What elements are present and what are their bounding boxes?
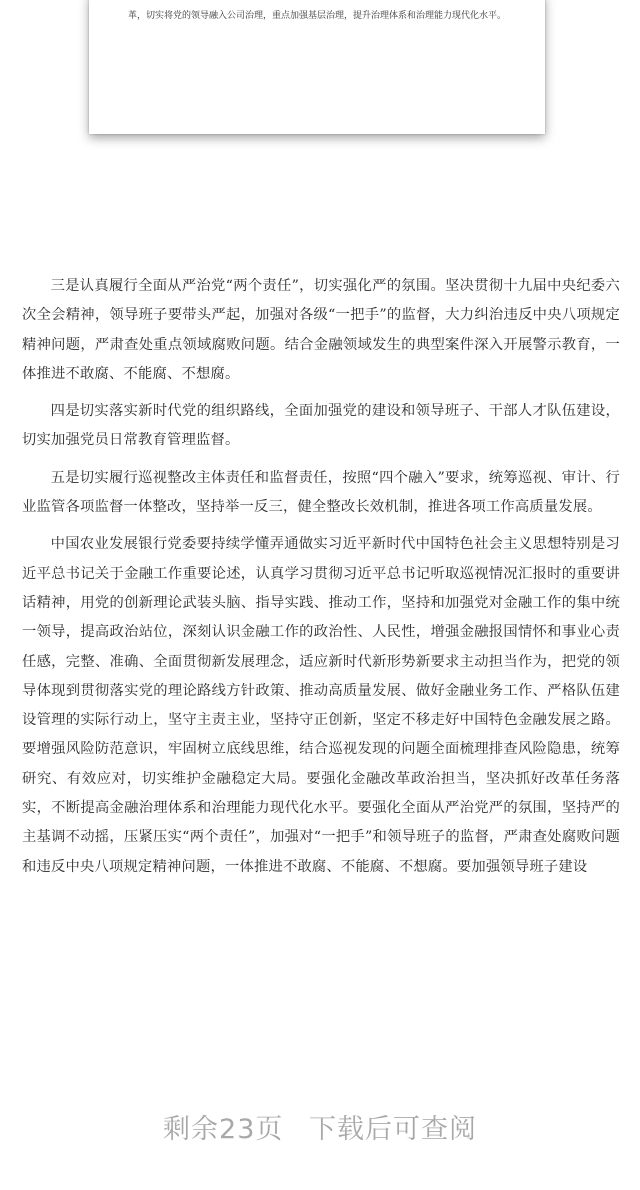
embedded-page-preview xyxy=(89,0,545,134)
document-body xyxy=(22,272,620,875)
remaining-pages-count: 剩余23页 xyxy=(163,1114,284,1145)
download-to-read-label[interactable]: 下载后可查阅 xyxy=(308,1114,477,1145)
paragraph-4: 四是切实落实新时代党的组织路线，全面加强党的建设和领导班子、干部人才队伍建设，切实加强党员日常教育管理监督。 xyxy=(22,403,620,449)
remaining-pages-banner[interactable] xyxy=(0,1107,640,1146)
paragraph-3: 三是认真履行全面从严治党“两个责任”，切实强化严的氛围。坚决贯彻十九届中央纪委六次全会精神，领导班子要带头严起，加强对各级“一把手”的监督，大力纠治违反中央八项规定精神问题，严肃查处重点领域腐败问题。结合金融领域发生的典型案件深入开展警示教育，一体推进不敢腐、不能腐、不想腐。 xyxy=(22,278,620,382)
embedded-page-text: 革，切实将党的领导融入公司治理，重点加强基层治理，提升治理体系和治理能力现代化水平。 xyxy=(127,11,506,21)
paragraph-5: 五是切实履行巡视整改主体责任和监督责任，按照“四个融入”要求，统筹巡视、审计、行业监管各项监督一体整改，坚持举一反三，健全整改长效机制，推进各项工作高质量发展。 xyxy=(22,469,620,516)
paragraph-summary: 中国农业发展银行党委要持续学懂弄通做实习近平新时代中国特色社会主义思想特别是习近平总书记关于金融工作重要论述，认真学习贯彻习近平总书记听取巡视情况汇报时的重要讲话精神，用党的创新理论武装头脑、指导实践、推动工作，坚持和加强党对金融工作的集中统一领导，提高政治站位，深刻认识金融工作的政治性、人民性，增强金融报国情怀和事业心责任感，完整、准确、全面贯彻新发展理念，适应新时代新形势新要求主动担当作为，把党的领导体现到贯彻落实党的理论路线方针政策、推动高质量发展、做好金融业务工作、严格队伍建设管理的实际行动上，坚守主责主业，坚持守正创新，坚定不移走好中国特色金融发展之路。要增强风险防范意识，牢固树立底线思维，结合巡视发现的问题全面梳理排查风险隐患，统筹研究、有效应对，切实维护金融稳定大局。要强化金融改革政治担当，坚决抓好改革任务落实，不断提高金融治理体系和治理能力现代化水平。要强化全面从严治党严的氛围，坚持严的主基调不动摇，压紧压实“两个责任”，加强对“一把手”和领导班子的监督，严肃查处腐败问题和违反中央八项规定精神问题，一体推进不敢腐、不能腐、不想腐。要加强领导班子建设 xyxy=(22,536,620,875)
